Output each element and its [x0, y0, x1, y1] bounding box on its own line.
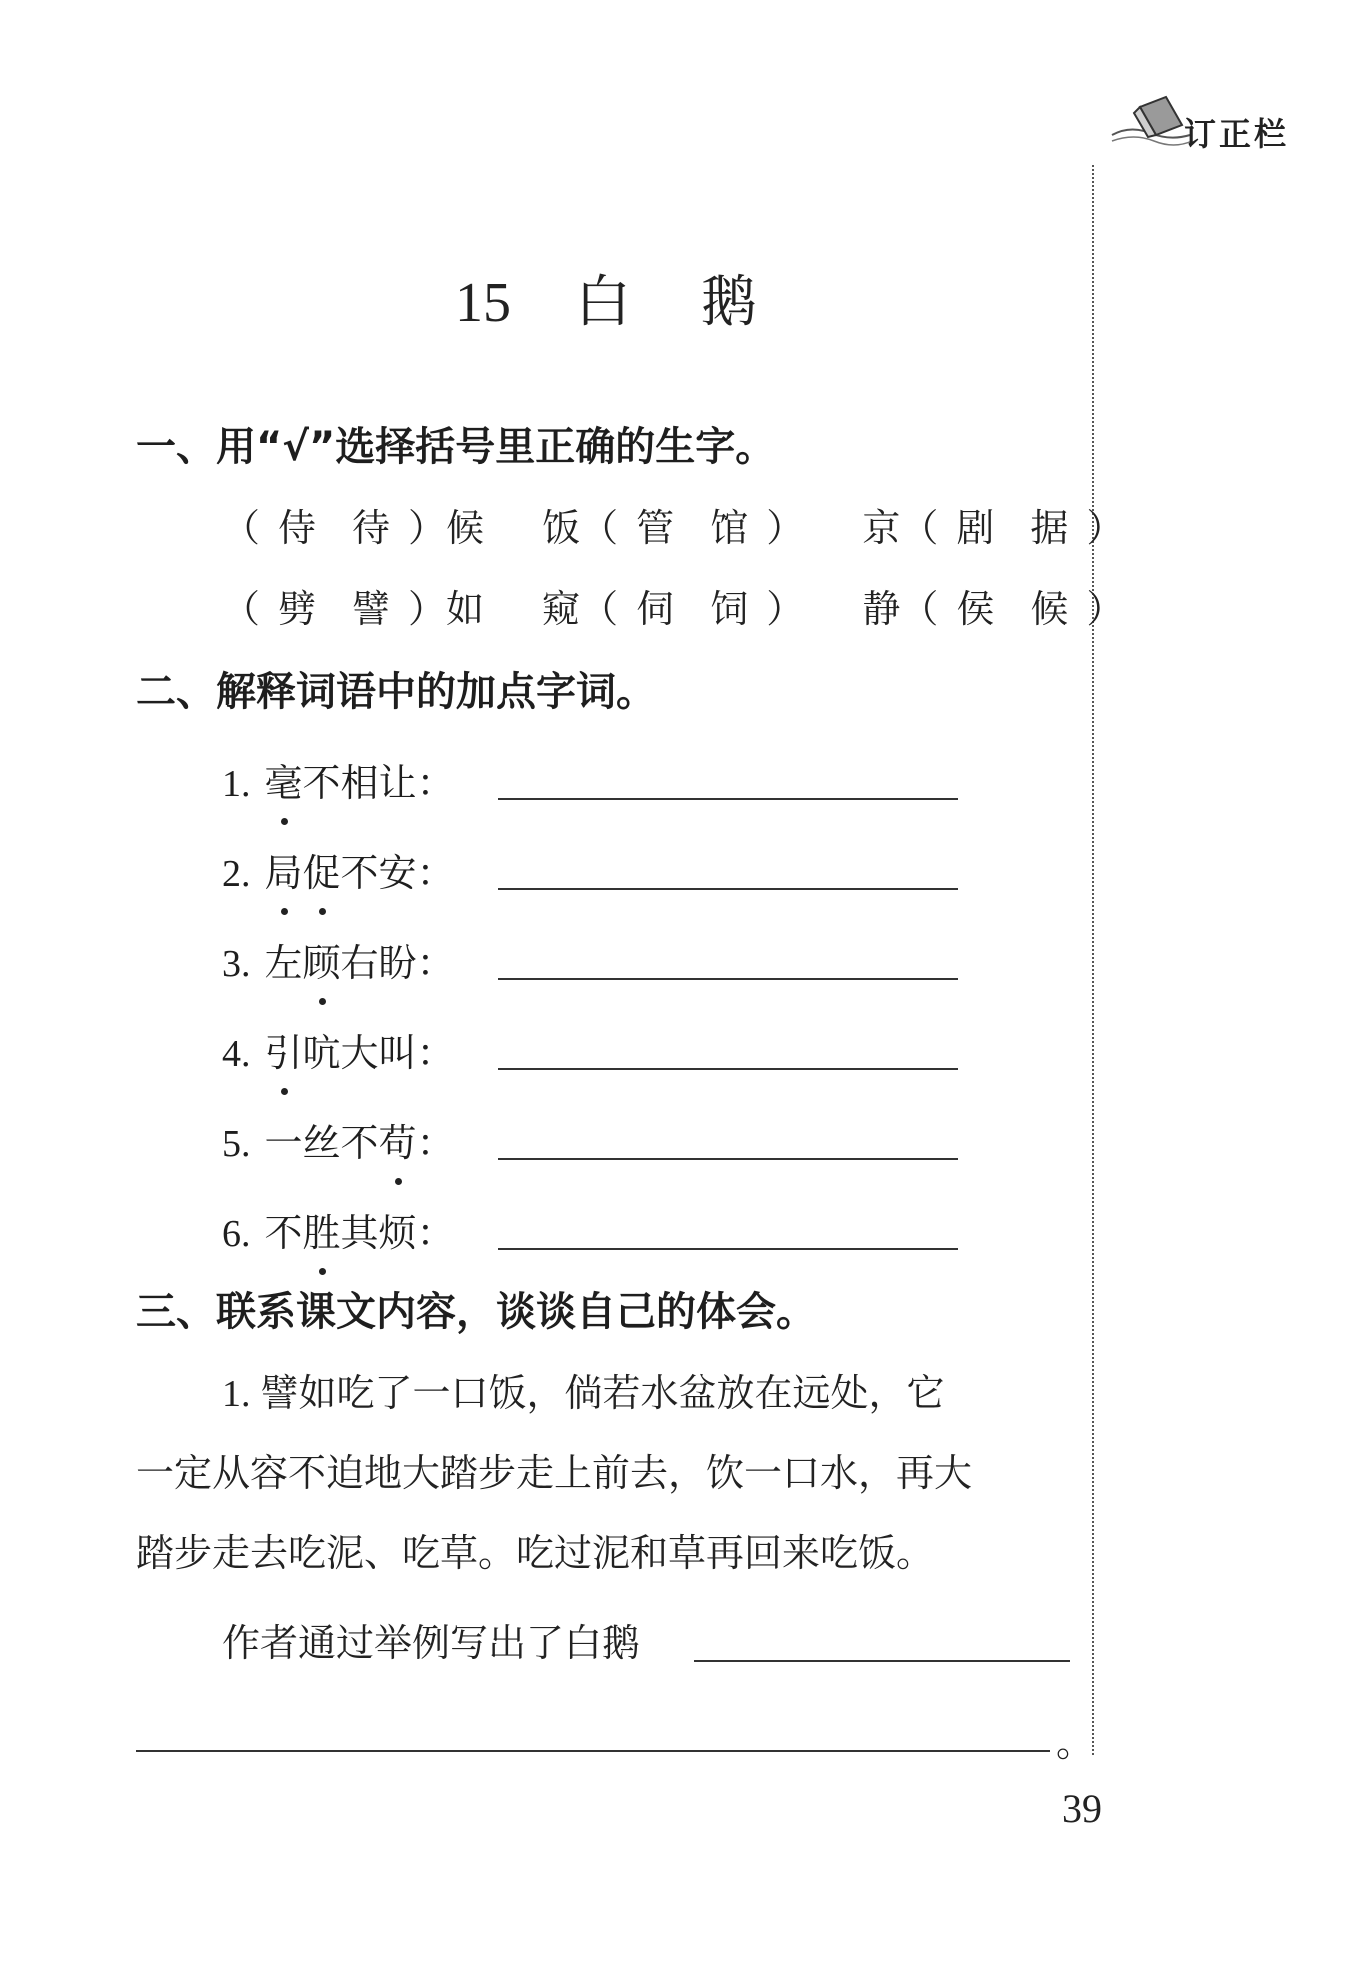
choice-option[interactable]: 管: [636, 506, 675, 550]
answer-line-8[interactable]: [136, 1750, 1050, 1752]
choice-option[interactable]: 侯: [956, 587, 995, 631]
choice-option[interactable]: 劈: [278, 587, 317, 631]
term-row-2: [222, 842, 455, 898]
term-char: 右: [340, 941, 379, 985]
choice-prefix: （: [222, 506, 261, 550]
term-char: 盼: [378, 941, 417, 985]
emphasis-dot: [281, 1088, 288, 1095]
term-char-dotted: 局: [265, 842, 303, 897]
choice-group: [222, 497, 484, 552]
choice-suffix: ）如: [408, 587, 485, 631]
answer-prompt: 作者通过举例写出了白鹅: [222, 1621, 641, 1665]
lesson-number: 15: [455, 272, 511, 334]
term-char: 叫: [378, 1031, 417, 1075]
emphasis-dot: [319, 998, 326, 1005]
choice-suffix: ）: [766, 506, 805, 550]
passage-line-3: 踏步走去吃泥、吃草。吃过泥和草再回来吃饭。: [136, 1531, 935, 1575]
term-colon: ：: [416, 941, 455, 985]
term-row-5: [222, 1112, 455, 1168]
choice-group: [862, 497, 1124, 552]
term-number: 2.: [222, 853, 251, 895]
emphasis-dot: [281, 908, 288, 915]
choice-group: [222, 578, 484, 633]
term-char: 不: [340, 1121, 379, 1165]
choice-suffix: ）: [1086, 506, 1125, 550]
lesson-title: [455, 258, 757, 338]
passage-number: 1.: [222, 1373, 251, 1415]
term-char: 不: [302, 761, 341, 805]
choice-option[interactable]: 侍: [278, 506, 317, 550]
term-colon: ：: [416, 1121, 455, 1165]
lesson-title-char-1: 白: [575, 270, 631, 335]
section-3-heading: 三、联系课文内容，谈谈自己的体会。: [136, 1289, 816, 1335]
choice-suffix: ）: [766, 587, 805, 631]
choice-option[interactable]: 剧: [956, 506, 995, 550]
term-char-dotted: 苟: [379, 1112, 417, 1167]
choice-option[interactable]: 馆: [710, 506, 749, 550]
section-1-heading: 一、用“√”选择括号里正确的生字。: [136, 424, 776, 470]
term-colon: ：: [416, 1211, 455, 1255]
lesson-title-char-2: 鹅: [701, 270, 757, 335]
emphasis-dot: [395, 1178, 402, 1185]
passage-line-2: 一定从容不迫地大踏步走上前去，饮一口水，再大: [136, 1451, 973, 1495]
term-row-4: [222, 1022, 455, 1078]
answer-line-6[interactable]: [498, 1248, 958, 1250]
term-char: 其: [340, 1211, 379, 1255]
choice-prefix: 饭（: [542, 506, 619, 550]
choice-option[interactable]: 饲: [710, 587, 749, 631]
answer-line-2[interactable]: [498, 888, 958, 890]
term-row-3: [222, 932, 455, 988]
choice-option[interactable]: 据: [1030, 506, 1069, 550]
term-char-dotted: 顾: [303, 932, 341, 987]
choice-option[interactable]: 譬: [352, 587, 391, 631]
term-char: 安: [378, 851, 417, 895]
page-number: 39: [1062, 1786, 1102, 1831]
correction-column-header: [1110, 95, 1330, 165]
term-char: 不: [264, 1211, 303, 1255]
term-number: 6.: [222, 1213, 251, 1255]
choice-group: [862, 578, 1124, 633]
term-char: 一: [264, 1121, 303, 1165]
answer-line-3[interactable]: [498, 978, 958, 980]
term-char-dotted: 胜: [303, 1202, 341, 1257]
answer-line-7[interactable]: [694, 1660, 1070, 1662]
choice-prefix: 窥（: [542, 587, 619, 631]
passage-text: 譬如吃了一口饭，倘若水盆放在远处，它: [260, 1371, 945, 1415]
term-char: 大: [340, 1031, 379, 1075]
term-char: 吭: [302, 1031, 341, 1075]
term-char: 左: [264, 941, 303, 985]
emphasis-dot: [319, 1268, 326, 1275]
choice-option[interactable]: 待: [352, 506, 391, 550]
answer-line-4[interactable]: [498, 1068, 958, 1070]
choice-prefix: （: [222, 587, 261, 631]
correction-column-label: 订正栏: [1184, 115, 1290, 153]
term-char-dotted: 促: [303, 842, 341, 897]
choice-group: [542, 497, 804, 552]
end-period: 。: [1056, 1721, 1095, 1765]
term-colon: ：: [416, 1031, 455, 1075]
choice-row-1: [222, 497, 1170, 552]
emphasis-dot: [319, 908, 326, 915]
term-number: 4.: [222, 1033, 251, 1075]
term-colon: ：: [416, 761, 455, 805]
term-number: 1.: [222, 763, 251, 805]
choice-group: [542, 578, 804, 633]
term-char: 让: [378, 761, 417, 805]
passage-line-1: [222, 1362, 945, 1417]
choice-suffix: ）: [1086, 587, 1125, 631]
term-char-dotted: 毫: [265, 752, 303, 807]
choice-prefix: 静（: [862, 587, 939, 631]
choice-row-2: [222, 578, 1170, 633]
term-char-dotted: 引: [265, 1022, 303, 1077]
correction-divider: [1092, 165, 1094, 1755]
answer-line-1[interactable]: [498, 798, 958, 800]
choice-prefix: 京（: [862, 506, 939, 550]
term-char: 丝: [302, 1121, 341, 1165]
choice-option[interactable]: 伺: [636, 587, 675, 631]
choice-suffix: ）候: [408, 506, 485, 550]
term-char: 烦: [378, 1211, 417, 1255]
term-number: 5.: [222, 1123, 251, 1165]
section-2-heading: 二、解释词语中的加点字词。: [136, 669, 656, 715]
choice-option[interactable]: 候: [1030, 587, 1069, 631]
term-number: 3.: [222, 943, 251, 985]
answer-line-5[interactable]: [498, 1158, 958, 1160]
term-row-6: [222, 1202, 455, 1258]
term-char: 相: [340, 761, 379, 805]
term-char: 不: [340, 851, 379, 895]
term-colon: ：: [416, 851, 455, 895]
emphasis-dot: [281, 818, 288, 825]
term-row-1: [222, 752, 455, 808]
